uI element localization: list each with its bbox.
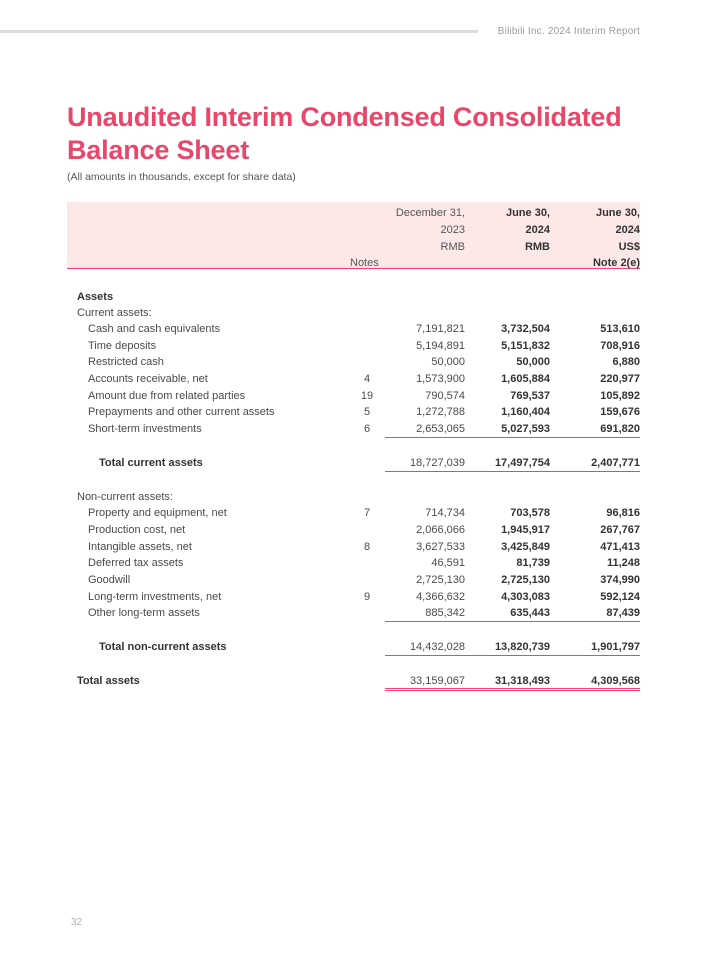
row-dec-value: 790,574 — [425, 390, 465, 402]
col-dec-header-line2: 2023 — [440, 224, 465, 236]
total-assets-jun-rmb: 31,318,493 — [494, 675, 550, 687]
col-jun-usd-header-line4: Note 2(e) — [592, 257, 640, 269]
row-label: Long-term investments, net — [88, 591, 222, 603]
section-current-assets: Current assets: — [77, 307, 152, 319]
row-dec-value: 3,627,533 — [416, 541, 465, 553]
row-note: 9 — [363, 591, 371, 603]
total-rule — [385, 688, 640, 689]
row-label: Other long-term assets — [88, 607, 200, 619]
row-dec-value: 2,725,130 — [416, 574, 465, 586]
row-jun-rmb-value: 635,443 — [510, 607, 550, 619]
row-jun-usd-value: 374,990 — [600, 574, 640, 586]
running-header: Bilibili Inc. 2024 Interim Report — [497, 26, 640, 37]
total-noncurrent-jun-rmb: 13,820,739 — [494, 641, 550, 653]
row-jun-usd-value: 6,880 — [612, 356, 640, 368]
row-dec-value: 7,191,821 — [416, 323, 465, 335]
total-noncurrent-jun-usd: 1,901,797 — [591, 641, 640, 653]
row-label: Amount due from related parties — [88, 390, 246, 402]
row-label: Short-term investments — [88, 423, 202, 435]
row-note: 5 — [363, 406, 371, 418]
total-noncurrent-label: Total non-current assets — [99, 641, 227, 653]
page-title: Unaudited Interim Condensed Consolidated Balance Sheet — [67, 102, 622, 165]
row-label: Time deposits — [88, 340, 157, 352]
row-dec-value: 46,591 — [431, 557, 465, 569]
row-jun-rmb-value: 81,739 — [516, 557, 550, 569]
row-dec-value: 2,066,066 — [416, 524, 465, 536]
total-assets-dec: 33,159,067 — [409, 675, 465, 687]
row-jun-rmb-value: 4,303,083 — [501, 591, 550, 603]
col-dec-header-line1: December 31, — [395, 207, 465, 219]
subtotal-rule — [385, 437, 640, 438]
row-jun-usd-value: 220,977 — [600, 373, 640, 385]
section-noncurrent-assets: Non-current assets: — [77, 491, 173, 503]
row-jun-rmb-value: 5,027,593 — [501, 423, 550, 435]
row-jun-usd-value: 267,767 — [600, 524, 640, 536]
total-current-jun-rmb: 17,497,754 — [494, 457, 550, 469]
row-label: Production cost, net — [88, 524, 186, 536]
row-jun-rmb-value: 1,605,884 — [501, 373, 550, 385]
total-current-dec: 18,727,039 — [409, 457, 465, 469]
row-dec-value: 885,342 — [425, 607, 465, 619]
col-jun-rmb-header-line3: RMB — [524, 241, 550, 253]
row-dec-value: 1,573,900 — [416, 373, 465, 385]
page-number: 32 — [71, 917, 83, 928]
row-label: Accounts receivable, net — [88, 373, 208, 385]
total-rule — [385, 655, 640, 656]
total-assets-label: Total assets — [77, 675, 140, 687]
row-jun-usd-value: 159,676 — [600, 406, 640, 418]
row-note: 19 — [360, 390, 374, 402]
row-jun-usd-value: 592,124 — [600, 591, 640, 603]
row-jun-rmb-value: 769,537 — [510, 390, 550, 402]
row-jun-rmb-value: 1,160,404 — [501, 406, 550, 418]
row-jun-rmb-value: 3,732,504 — [501, 323, 550, 335]
row-note: 4 — [363, 373, 371, 385]
row-dec-value: 4,366,632 — [416, 591, 465, 603]
row-jun-usd-value: 513,610 — [600, 323, 640, 335]
row-label: Restricted cash — [88, 356, 164, 368]
col-jun-usd-header-line3: US$ — [618, 241, 640, 253]
total-current-label: Total current assets — [99, 457, 203, 469]
row-label: Deferred tax assets — [88, 557, 184, 569]
header-rule — [0, 30, 478, 33]
row-note: 6 — [363, 423, 371, 435]
total-rule — [385, 471, 640, 472]
row-jun-usd-value: 105,892 — [600, 390, 640, 402]
row-jun-usd-value: 96,816 — [606, 507, 640, 519]
total-current-jun-usd: 2,407,771 — [591, 457, 640, 469]
col-jun-usd-header-line1: June 30, — [595, 207, 640, 219]
col-notes-header: Notes — [350, 257, 379, 269]
row-note: 8 — [363, 541, 371, 553]
section-assets: Assets — [77, 291, 114, 303]
row-jun-usd-value: 708,916 — [600, 340, 640, 352]
double-total-rule — [385, 690, 640, 691]
row-jun-usd-value: 691,820 — [600, 423, 640, 435]
row-label: Property and equipment, net — [88, 507, 227, 519]
row-label: Goodwill — [88, 574, 131, 586]
col-jun-rmb-header-line1: June 30, — [505, 207, 550, 219]
row-jun-usd-value: 87,439 — [606, 607, 640, 619]
row-jun-rmb-value: 1,945,917 — [501, 524, 550, 536]
row-label: Intangible assets, net — [88, 541, 192, 553]
row-jun-rmb-value: 703,578 — [510, 507, 550, 519]
row-jun-rmb-value: 2,725,130 — [501, 574, 550, 586]
total-noncurrent-dec: 14,432,028 — [409, 641, 465, 653]
row-jun-usd-value: 11,248 — [606, 557, 640, 569]
row-dec-value: 5,194,891 — [416, 340, 465, 352]
row-jun-rmb-value: 5,151,832 — [501, 340, 550, 352]
subtotal-rule — [385, 621, 640, 622]
row-label: Prepayments and other current assets — [88, 406, 275, 418]
row-jun-usd-value: 471,413 — [600, 541, 640, 553]
row-note: 7 — [363, 507, 371, 519]
row-dec-value: 714,734 — [425, 507, 465, 519]
page-subtitle: (All amounts in thousands, except for share data) — [67, 171, 296, 183]
row-label: Cash and cash equivalents — [88, 323, 221, 335]
col-jun-rmb-header-line2: 2024 — [525, 224, 550, 236]
row-jun-rmb-value: 50,000 — [516, 356, 550, 368]
total-assets-jun-usd: 4,309,568 — [591, 675, 640, 687]
row-jun-rmb-value: 3,425,849 — [501, 541, 550, 553]
col-dec-header-line3: RMB — [440, 241, 465, 253]
col-jun-usd-header-line2: 2024 — [615, 224, 640, 236]
row-dec-value: 1,272,788 — [416, 406, 465, 418]
row-dec-value: 50,000 — [431, 356, 465, 368]
row-dec-value: 2,653,065 — [416, 423, 465, 435]
